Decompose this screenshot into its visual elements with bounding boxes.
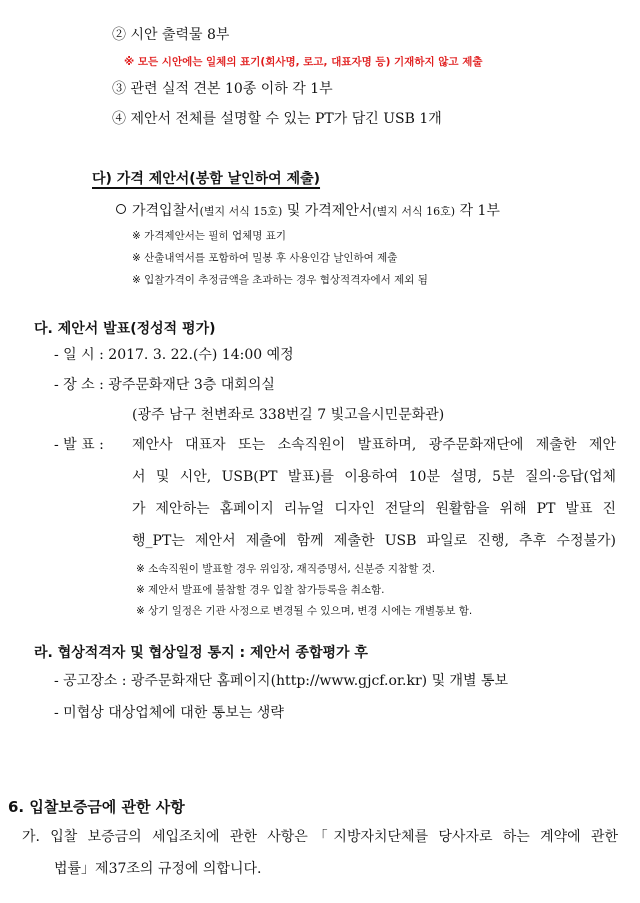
price-form-number: (별지 서식 16호) [372, 205, 456, 218]
negotiation-omit-notice: - 미협상 대상업체에 대한 통보는 생략 [54, 705, 284, 721]
presentation-note-1: ※ 소속직원이 발표할 경우 위임장, 재직증명서, 신분증 지참할 것. [136, 563, 436, 575]
hollow-circle-bullet-icon [116, 204, 126, 214]
presentation-note-3: ※ 상기 일정은 기관 사정으로 변경될 수 있으며, 변경 시에는 개별통보 함. [136, 605, 473, 617]
negotiation-heading: 라. 협상적격자 및 협상일정 통지 : 제안서 종합평가 후 [34, 645, 368, 661]
presentation-date: - 일 시 : 2017. 3. 22.(수) 14:00 예정 [54, 347, 294, 363]
copies-count: 각 1부 [455, 203, 500, 219]
presentation-method-label: - 발 표 : [54, 437, 104, 453]
presentation-address: (광주 남구 천변좌로 338번길 7 빛고을시민문화관) [132, 407, 445, 423]
presentation-note-2: ※ 제안서 발표에 불참할 경우 입찰 참가등록을 취소함. [136, 584, 385, 596]
presentation-place: - 장 소 : 광주문화재단 3층 대회의실 [54, 377, 275, 393]
price-note-2: ※ 산출내역서를 포함하여 밀봉 후 사용인감 날인하여 제출 [132, 252, 398, 264]
item-3-reference-samples: ③ 관련 실적 견본 10종 이하 각 1부 [112, 81, 333, 97]
item-4-usb: ④ 제안서 전체를 설명할 수 있는 PT가 담긴 USB 1개 [112, 111, 442, 127]
price-proposal-bullet [116, 200, 500, 220]
presentation-method-line-4: 행_PT는 제안서 제출에 함께 제출한 USB 파일로 진행, 추후 수정불가) [132, 533, 616, 549]
price-proposal-heading: 다) 가격 제안서(봉함 날인하여 제출) [92, 171, 321, 187]
negotiation-announcement-place: - 공고장소 : 광주문화재단 홈페이지(http://www.gjcf.or.kr) 및 개별 통보 [54, 673, 509, 689]
price-form-label: 및 가격제안서 [282, 203, 373, 219]
item-2-print-copies: ② 시안 출력물 8부 [112, 27, 230, 43]
section-6-heading: 6. 입찰보증금에 관한 사항 [8, 798, 185, 816]
presentation-heading: 다. 제안서 발표(정성적 평가) [34, 321, 216, 337]
section-6-paragraph-line-1: 가. 입찰 보증금의 세입조치에 관한 사항은「지방자치단체를 당사자로 하는 계약에 관한 [22, 829, 618, 845]
presentation-method-line-2: 서 및 시안, USB(PT 발표)를 이용하여 10분 설명, 5분 질의·응답(업체 [132, 469, 616, 485]
bid-form-number: (별지 서식 15호) [199, 205, 283, 218]
presentation-method-line-3: 가 제안하는 홈페이지 리뉴얼 디자인 전달의 원활함을 위해 PT 발표 진 [132, 501, 616, 517]
price-note-1: ※ 가격제안서는 필히 업체명 표기 [132, 230, 287, 242]
presentation-method-line-1: 제안사 대표자 또는 소속직원이 발표하며, 광주문화재단에 제출한 제안 [132, 437, 616, 453]
section-6-paragraph-line-2: 법률」제37조의 규정에 의합니다. [54, 861, 262, 877]
item-2-warning-note: ※ 모든 시안에는 일체의 표기(회사명, 로고, 대표자명 등) 기재하지 않고 제출 [124, 56, 483, 68]
price-note-3: ※ 입찰가격이 추정금액을 초과하는 경우 협상적격자에서 제외 됨 [132, 274, 428, 286]
bid-form-label: 가격입찰서 [132, 203, 200, 219]
